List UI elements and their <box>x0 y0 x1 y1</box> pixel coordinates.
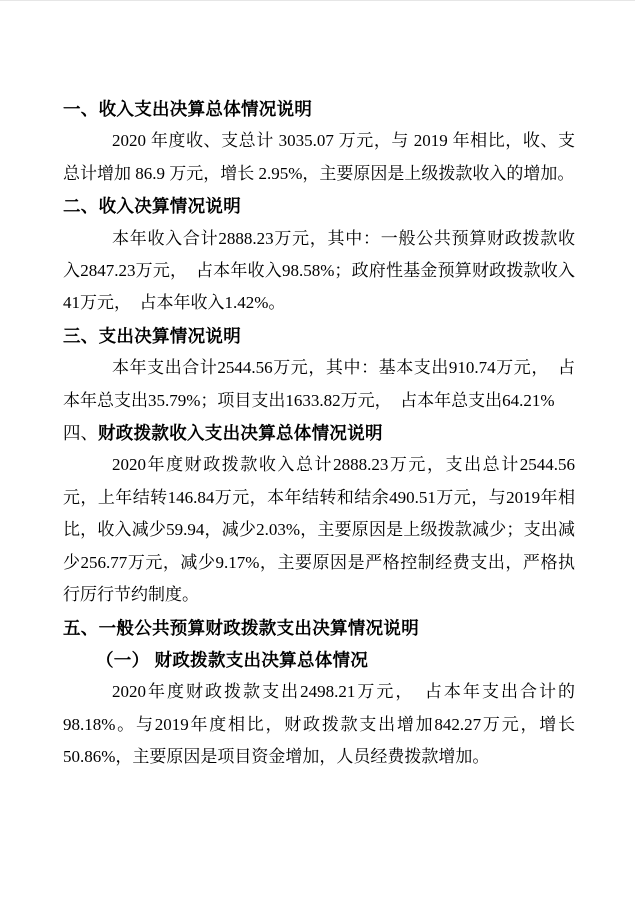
section-overall-income-expenditure <box>63 93 575 190</box>
section-number: 五、 <box>63 617 99 638</box>
section-title: 财政拨款收入支出决算总体情况说明 <box>98 423 383 444</box>
section-title: 支出决算情况说明 <box>98 325 242 346</box>
section-paragraph: 2020年度财政拨款收入总计2888.23万元，支出总计2544.56元，上年结转146.84万元，本年结转和结余490.51万元，与2019年相比，收入减少59.94，减少2.03%，主要原因是上级拨款减少；支出减少256.77万元，减少9.17%，主要原因是严格控制经费支出，严格执行厉行节约制度。 <box>63 455 575 605</box>
section-paragraph: 本年支出合计2544.56万元，其中：基本支出910.74万元， 占本年总支出35.79%；项目支出1633.82万元， 占本年总支出64.21% <box>63 358 575 410</box>
section-title: 收入支出决算总体情况说明 <box>98 99 313 119</box>
section-number: 一、 <box>63 99 99 119</box>
section-number: 四、 <box>63 423 98 444</box>
section-income-statement <box>63 190 575 320</box>
section-paragraph: 2020 年度收、支总计 3035.07 万元，与 2019 年相比，收、支总计增加 86.9 万元，增长 2.95%，主要原因是上级拨款收入的增加。 <box>63 131 575 183</box>
section-heading <box>63 190 575 222</box>
section-paragraph: 2020年度财政拨款支出2498.21万元， 占本年支出合计的98.18%。与2019年度相比，财政拨款支出增加842.27万元，增长50.86%，主要原因是项目资金增加，人员经费拨款增加。 <box>63 682 575 767</box>
section-number: 三、 <box>63 325 99 346</box>
section-heading <box>63 93 575 125</box>
section-heading <box>63 320 575 352</box>
section-heading <box>63 612 575 644</box>
section-title: 收入决算情况说明 <box>98 196 242 217</box>
section-fiscal-appropriation-overview <box>63 417 575 611</box>
section-expenditure-statement <box>63 320 575 417</box>
section-title: 一般公共预算财政拨款支出决算情况说明 <box>98 617 420 638</box>
section-heading <box>63 417 575 449</box>
subsection-heading: （一） 财政拨款支出决算总体情况 <box>96 649 369 670</box>
section-general-public-budget-expenditure <box>63 612 575 774</box>
section-paragraph: 本年收入合计2888.23万元，其中：一般公共预算财政拨款收入2847.23万元， 占本年收入98.58%；政府性基金预算财政拨款收入41万元， 占本年收入1.42%。 <box>63 228 575 313</box>
section-number: 二、 <box>63 196 99 217</box>
